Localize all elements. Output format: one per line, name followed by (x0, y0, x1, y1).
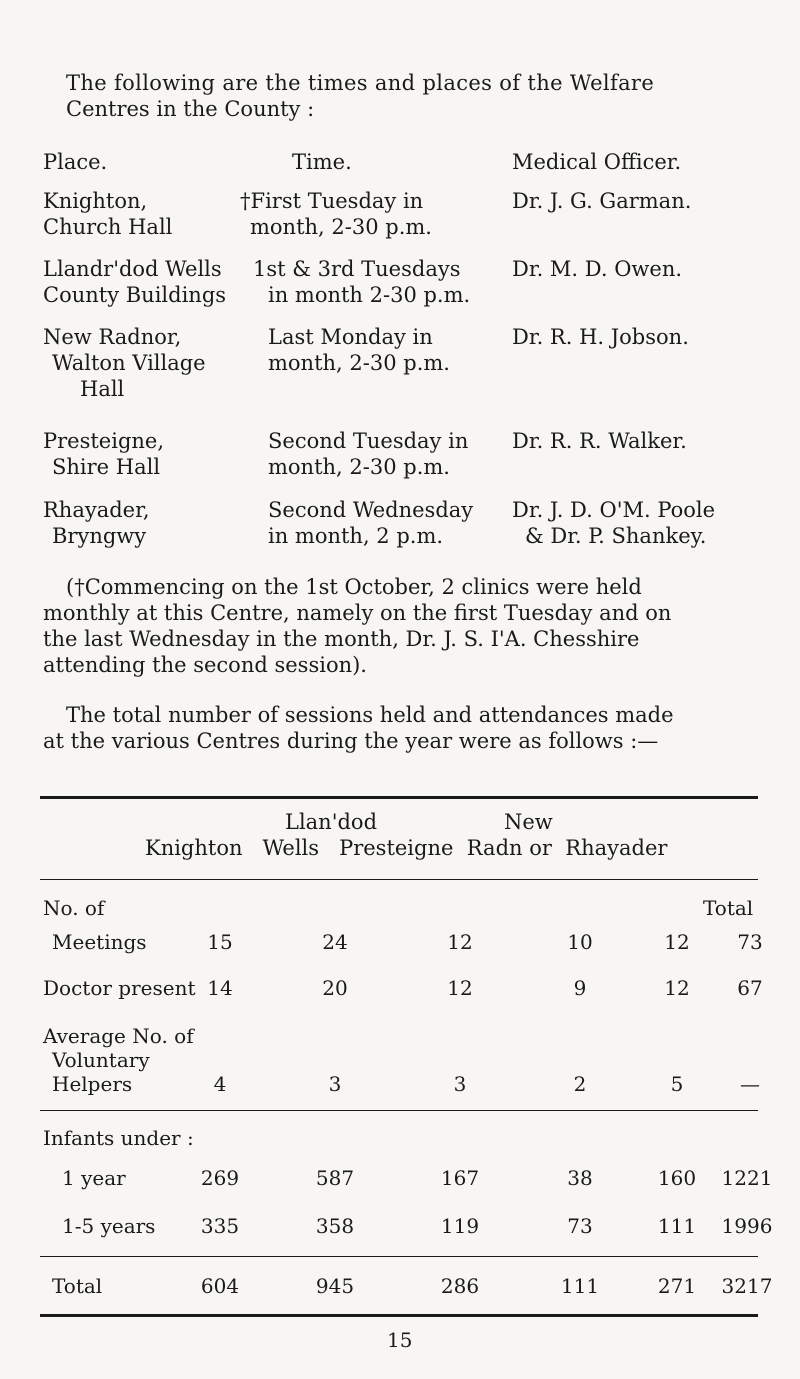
row4-time-line2: month, 2-30 p.m. (268, 455, 450, 479)
note-line-2: monthly at this Centre, namely on the first Tuesday and on (43, 601, 672, 625)
table-header-rule (40, 879, 758, 880)
total-new-radnor: 111 (560, 1274, 600, 1298)
stat-label-meetings-2: Meetings (52, 930, 147, 954)
header-medical-officer: Medical Officer. (512, 150, 682, 174)
meetings-llandod: 24 (322, 930, 348, 954)
total-knighton: 604 (200, 1274, 240, 1298)
row2-officer: Dr. M. D. Owen. (512, 257, 683, 281)
meetings-total: 73 (737, 930, 763, 954)
row5-place-line2: Bryngwy (52, 524, 147, 548)
summary-intro-line-2: at the various Centres during the year were as follows :— (43, 729, 659, 753)
1-year-presteigne: 167 (440, 1166, 480, 1190)
row4-officer: Dr. R. R. Walker. (512, 429, 687, 453)
stat-label-doctor: Doctor present (43, 976, 196, 1000)
row3-place-line3: Hall (80, 377, 125, 401)
1-year-llandod: 587 (315, 1166, 355, 1190)
header-time: Time. (292, 150, 352, 174)
row2-place-line2: County Buildings (43, 283, 227, 307)
stat-label-helpers-1: Average No. of (43, 1024, 194, 1048)
header-place: Place. (43, 150, 108, 174)
note-line-3: the last Wednesday in the month, Dr. J. S. I'A. Chesshire (43, 627, 640, 651)
row5-place-line1: Rhayader, (43, 498, 150, 522)
doctor-total: 67 (737, 976, 763, 1000)
row4-time-line1: Second Tuesday in (268, 429, 469, 453)
row5-time-line1: Second Wednesday (268, 498, 474, 522)
helpers-total: — (740, 1072, 760, 1096)
col-header-llandod: Llan'dod (285, 810, 378, 834)
1-5-years-llandod: 358 (315, 1214, 355, 1238)
meetings-knighton: 15 (207, 930, 233, 954)
row4-place-line1: Presteigne, (43, 429, 165, 453)
row3-place-line1: New Radnor, (43, 325, 182, 349)
1-5-years-total: 1996 (721, 1214, 773, 1238)
doctor-presteigne: 12 (447, 976, 473, 1000)
stat-label-1-5-years: 1-5 years (62, 1214, 156, 1238)
1-5-years-knighton: 335 (200, 1214, 240, 1238)
helpers-knighton: 4 (213, 1072, 227, 1096)
1-year-rhayader: 160 (657, 1166, 697, 1190)
intro-line-1: The following are the times and places of the Welfare (66, 71, 655, 95)
row5-officer-line1: Dr. J. D. O'M. Poole (512, 498, 716, 522)
meetings-new-radnor: 10 (567, 930, 593, 954)
row1-time-line1: †First Tuesday in (240, 189, 424, 213)
row1-place-line2: Church Hall (43, 215, 173, 239)
1-year-new-radnor: 38 (567, 1166, 593, 1190)
doctor-new-radnor: 9 (573, 976, 587, 1000)
doctor-llandod: 20 (322, 976, 348, 1000)
total-llandod: 945 (315, 1274, 355, 1298)
helpers-llandod: 3 (328, 1072, 342, 1096)
row3-place-line2: Walton Village (52, 351, 206, 375)
note-line-1: (†Commencing on the 1st October, 2 clinics were held (66, 575, 642, 599)
row1-officer: Dr. J. G. Garman. (512, 189, 692, 213)
row1-time-line2: month, 2-30 p.m. (250, 215, 432, 239)
1-year-knighton: 269 (200, 1166, 240, 1190)
row3-time-line2: month, 2-30 p.m. (268, 351, 450, 375)
col-header-new: New (504, 810, 553, 834)
doctor-knighton: 14 (207, 976, 233, 1000)
total-rhayader: 271 (657, 1274, 697, 1298)
table-top-rule (40, 796, 758, 799)
stat-label-helpers-2: Voluntary (52, 1048, 150, 1072)
row1-place-line1: Knighton, (43, 189, 148, 213)
table-middle-rule (40, 1110, 758, 1111)
row2-time-line1: 1st & 3rd Tuesdays (253, 257, 461, 281)
1-5-years-presteigne: 119 (440, 1214, 480, 1238)
row3-officer: Dr. R. H. Jobson. (512, 325, 689, 349)
helpers-new-radnor: 2 (573, 1072, 587, 1096)
table-bottom-rule (40, 1314, 758, 1317)
stat-label-1-year: 1 year (62, 1166, 126, 1190)
row5-time-line2: in month, 2 p.m. (268, 524, 444, 548)
page-number: 15 (387, 1328, 413, 1352)
stat-total-header: Total (703, 896, 754, 920)
1-5-years-rhayader: 111 (657, 1214, 697, 1238)
stat-label-total: Total (52, 1274, 103, 1298)
1-year-total: 1221 (721, 1166, 773, 1190)
row2-time-line2: in month 2-30 p.m. (268, 283, 471, 307)
row2-place-line1: Llandr'dod Wells (43, 257, 222, 281)
col-headers: Knighton Wells Presteigne Radn or Rhayader (145, 836, 668, 860)
stat-label-helpers-3: Helpers (52, 1072, 133, 1096)
row5-officer-line2: & Dr. P. Shankey. (525, 524, 707, 548)
total-grand: 3217 (721, 1274, 773, 1298)
intro-line-2: Centres in the County : (66, 97, 315, 121)
total-presteigne: 286 (440, 1274, 480, 1298)
1-5-years-new-radnor: 73 (567, 1214, 593, 1238)
helpers-rhayader: 5 (670, 1072, 684, 1096)
table-total-rule (40, 1256, 758, 1257)
meetings-presteigne: 12 (447, 930, 473, 954)
doctor-rhayader: 12 (664, 976, 690, 1000)
summary-intro-line-1: The total number of sessions held and attendances made (66, 703, 674, 727)
row4-place-line2: Shire Hall (52, 455, 161, 479)
meetings-rhayader: 12 (664, 930, 690, 954)
stat-label-meetings-1: No. of (43, 896, 105, 920)
stat-label-infants: Infants under : (43, 1126, 194, 1150)
row3-time-line1: Last Monday in (268, 325, 433, 349)
helpers-presteigne: 3 (453, 1072, 467, 1096)
note-line-4: attending the second session). (43, 653, 367, 677)
